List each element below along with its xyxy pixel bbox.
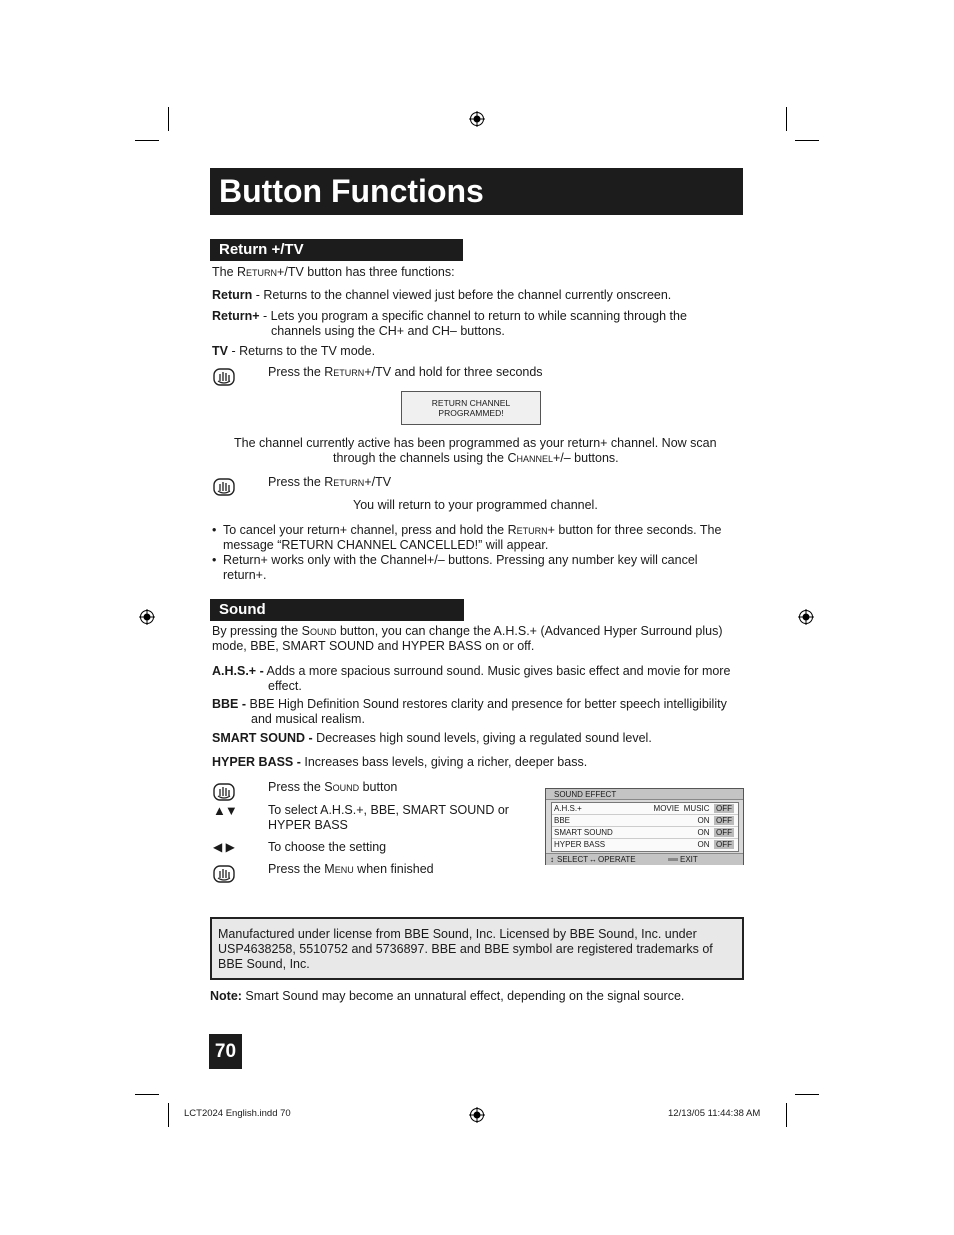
crop-mark [135,140,159,141]
bbe-def: BBE - BBE High Definition Sound restores clarity and presence for better speech intelligibility [212,697,727,711]
sound-effect-menu [545,788,744,865]
sound-intro-line1: By pressing the Sound button, you can change the A.H.S.+ (Advanced Hyper Surround plus) [212,624,723,638]
section-heading-return: Return +/TV [210,239,463,261]
registration-mark-icon [469,111,485,127]
return-step2: Press the Return+/TV [268,475,392,489]
bullet-dot: • [212,523,217,537]
registration-mark-icon [469,1107,485,1123]
footer-datetime: 12/13/05 11:44:38 AM [668,1108,761,1119]
sound-intro-line2: mode, BBE, SMART SOUND and HYPER BASS on or off. [212,639,535,653]
menu-row-bbe: BBE ON OFF [552,815,738,827]
osd-return-programmed [401,391,541,425]
return-intro: The Return+/TV button has three functions: [212,265,455,279]
updown-icon: ↕ [550,855,554,864]
crop-mark [168,1103,169,1127]
returnplus-def: Return+ - Lets you program a specific channel to return to while scanning through the [212,309,687,323]
bullet-cancel-line2: message “RETURN CHANNEL CANCELLED!” will appear. [223,538,549,552]
left-right-arrows-icon: ◀ ▶ [213,840,235,854]
sound-step2-line1: To select A.H.S.+, BBE, SMART SOUND or [268,803,509,817]
return-paragraph-line2: through the channels using the Channel+/– buttons. [333,451,619,465]
crop-mark [795,1094,819,1095]
return-step1: Press the Return+/TV and hold for three seconds [268,365,543,379]
return-def: Return - Returns to the channel viewed just before the channel currently onscreen. [212,288,672,302]
crop-mark [786,107,787,131]
sound-step1: Press the Sound button [268,780,398,794]
press-hand-icon [212,780,238,804]
footer-file: LCT2024 English.indd 70 [184,1108,291,1119]
press-hand-icon [212,475,238,499]
leftright-icon: ↔ [589,855,597,864]
crop-mark [168,107,169,131]
crop-mark [135,1094,159,1095]
registration-mark-icon [798,609,814,625]
menu-row-smart-sound: SMART SOUND ON OFF [552,827,738,839]
menu-row-hyper-bass: HYPER BASS ON OFF [554,840,732,849]
page-title: Button Functions [210,168,743,215]
menu-body [551,802,739,852]
sound-step4: Press the Menu when finished [268,862,434,876]
tv-def: TV - Returns to the TV mode. [212,344,376,358]
menu-header: SOUND EFFECT [546,789,743,800]
press-hand-icon [212,365,238,389]
crop-mark [795,140,819,141]
ahs-def-cont: effect. [268,679,302,693]
license-notice: Manufactured under license from BBE Sound, Inc. Licensed by BBE Sound, Inc. under USP4638258, 5510752 and 5736897. BBE and BBE symbol are registered trademarks of BBE Sound, Inc. [210,917,744,980]
sound-step2-line2: HYPER BASS [268,818,348,832]
section-heading-sound: Sound [210,599,464,621]
sound-step3: To choose the setting [268,840,387,854]
hyper-bass-def: HYPER BASS - Increases bass levels, giving a richer, deeper bass. [212,755,588,769]
press-hand-icon [212,862,238,886]
bullet-cancel-line1: To cancel your return+ channel, press and hold the Return+ button for three seconds. The [223,523,722,537]
note: Note: Smart Sound may become an unnatural effect, depending on the signal source. [210,989,685,1003]
bullet-returnplus-line1: Return+ works only with the Channel+/– buttons. Pressing any number key will cancel [223,553,698,567]
crop-mark [786,1103,787,1127]
osd-line: RETURN CHANNEL [431,398,511,408]
return-step2-result: You will return to your programmed channel. [353,498,598,512]
registration-mark-icon [139,609,155,625]
bbe-def-cont: and musical realism. [251,712,365,726]
ahs-def: A.H.S.+ - Adds a more spacious surround sound. Music gives basic effect and movie for more [212,664,731,678]
returnplus-def-cont: channels using the CH+ and CH– buttons. [271,324,505,338]
menu-footer: ↕ SELECT ↔ OPERATE EXIT [546,853,743,865]
osd-line: PROGRAMMED! [438,408,504,418]
menu-row-ahs: A.H.S.+ MOVIE MUSIC OFF [552,803,738,815]
up-down-arrows-icon: ▲▼ [213,803,237,818]
bullet-dot: • [212,553,217,567]
bullet-returnplus-line2: return+. [223,568,267,582]
smart-sound-def: SMART SOUND - Decreases high sound levels, giving a regulated sound level. [212,731,652,745]
menu-key-icon [668,858,678,861]
return-paragraph-line1: The channel currently active has been programmed as your return+ channel. Now scan [234,436,717,450]
page-number: 70 [209,1034,242,1069]
